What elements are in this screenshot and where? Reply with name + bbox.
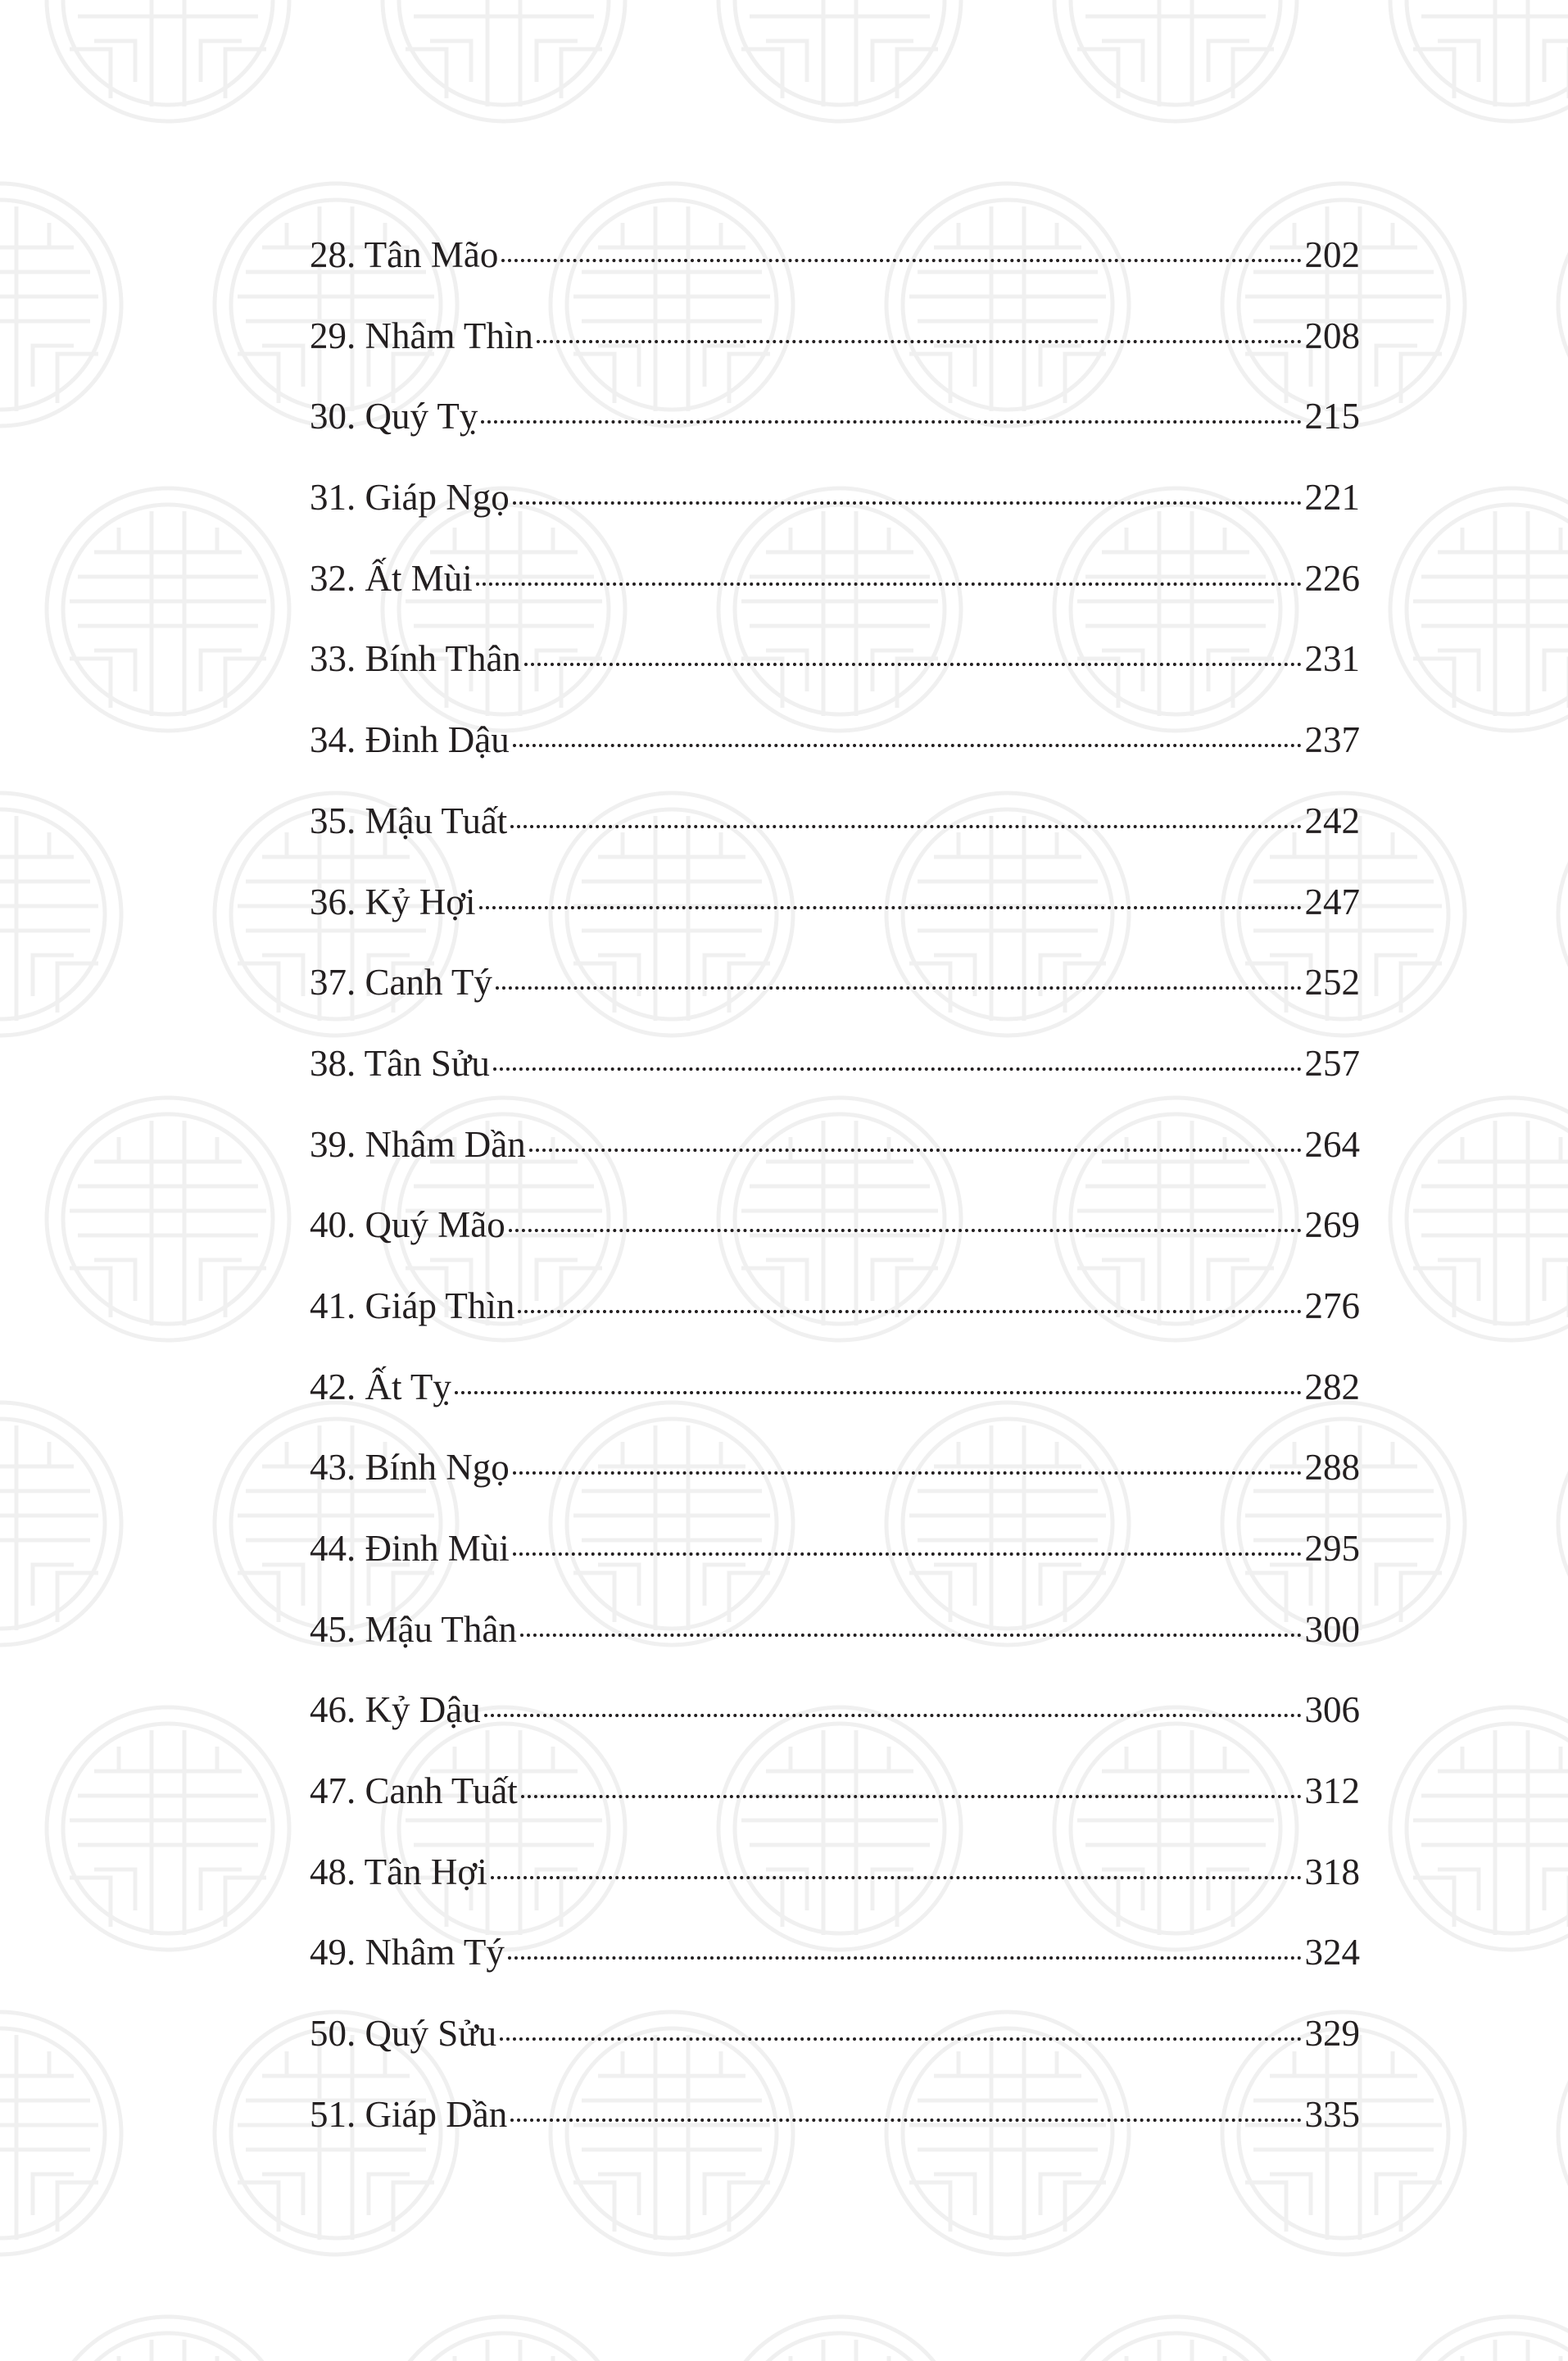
dot-leader [520, 1634, 1302, 1637]
toc-entry[interactable] [310, 700, 1360, 781]
dot-leader [476, 582, 1302, 586]
toc-entry-title: 46. Kỷ Dậu [310, 1689, 481, 1731]
medallion-ornament [1558, 2012, 1568, 2255]
toc-entry-page-number: 295 [1304, 1528, 1360, 1569]
dot-leader [510, 825, 1301, 828]
toc-entry[interactable] [310, 457, 1360, 538]
dot-leader [513, 1552, 1302, 1556]
toc-entry-page-number: 242 [1304, 800, 1360, 841]
toc-entry-page-number: 252 [1304, 962, 1360, 1004]
dot-leader [513, 1471, 1302, 1475]
toc-entry-title: 45. Mậu Thân [310, 1608, 517, 1650]
medallion-ornament [1390, 488, 1568, 731]
toc-entry-page-number: 226 [1304, 557, 1360, 599]
toc-entry-title: 32. Ất Mùi [310, 557, 473, 599]
toc-entry-title: 28. Tân Mão [310, 234, 499, 275]
dot-leader [479, 906, 1302, 909]
toc-entry[interactable] [310, 2074, 1360, 2155]
toc-entry-title: 42. Ất Tỵ [310, 1366, 451, 1407]
toc-entry[interactable] [310, 538, 1360, 619]
medallion-ornament [0, 1403, 121, 1645]
medallion-ornament [47, 0, 289, 121]
toc-entry[interactable] [310, 1508, 1360, 1589]
toc-entry-page-number: 324 [1304, 1932, 1360, 1974]
table-of-contents [310, 215, 1360, 2155]
dot-leader [508, 1956, 1302, 1960]
medallion-ornament [1558, 184, 1568, 426]
toc-entry[interactable] [310, 1993, 1360, 2074]
medallion-ornament [1390, 2317, 1568, 2361]
medallion-ornament [0, 184, 121, 426]
dot-leader [510, 2119, 1301, 2122]
dot-leader [521, 1795, 1302, 1798]
medallion-ornament [47, 1707, 289, 1950]
toc-entry-title: 37. Canh Tý [310, 962, 492, 1004]
toc-entry-title: 33. Bính Thân [310, 638, 521, 680]
toc-entry-page-number: 306 [1304, 1689, 1360, 1731]
toc-entry-page-number: 329 [1304, 2013, 1360, 2055]
toc-entry-title: 44. Đinh Mùi [310, 1528, 510, 1569]
medallion-ornament [47, 488, 289, 731]
medallion-ornament [383, 0, 625, 121]
toc-entry-title: 29. Nhâm Thìn [310, 315, 533, 356]
toc-entry-title: 31. Giáp Ngọ [310, 477, 510, 519]
toc-entry[interactable] [310, 1670, 1360, 1751]
dot-leader [500, 2037, 1301, 2041]
toc-entry[interactable] [310, 296, 1360, 377]
toc-entry-page-number: 288 [1304, 1447, 1360, 1489]
toc-entry-title: 41. Giáp Thìn [310, 1285, 515, 1326]
toc-entry-page-number: 215 [1304, 396, 1360, 437]
medallion-ornament [1054, 2317, 1297, 2361]
toc-entry[interactable] [310, 1023, 1360, 1104]
medallion-ornament [0, 793, 121, 1035]
toc-entry[interactable] [310, 1751, 1360, 1832]
dot-leader [501, 259, 1301, 262]
toc-entry-page-number: 221 [1304, 477, 1360, 519]
toc-entry-page-number: 318 [1304, 1851, 1360, 1892]
toc-entry-title: 49. Nhâm Tý [310, 1932, 505, 1974]
toc-entry-title: 43. Bính Ngọ [310, 1447, 510, 1489]
toc-entry[interactable] [310, 1589, 1360, 1670]
dot-leader [484, 1714, 1302, 1717]
toc-entry-page-number: 237 [1304, 719, 1360, 761]
medallion-ornament [1390, 1707, 1568, 1950]
toc-entry-page-number: 300 [1304, 1608, 1360, 1650]
toc-entry-page-number: 282 [1304, 1366, 1360, 1407]
toc-entry-page-number: 202 [1304, 234, 1360, 275]
dot-leader [524, 663, 1302, 666]
toc-entry-page-number: 276 [1304, 1285, 1360, 1326]
dot-leader [509, 1229, 1302, 1232]
toc-entry[interactable] [310, 781, 1360, 862]
toc-entry-title: 35. Mậu Tuất [310, 800, 508, 841]
medallion-ornament [1558, 1403, 1568, 1645]
toc-entry-title: 36. Kỷ Hợi [310, 881, 476, 922]
toc-entry-title: 40. Quý Mão [310, 1204, 505, 1246]
medallion-ornament [1390, 0, 1568, 121]
toc-entry-title: 39. Nhâm Dần [310, 1123, 526, 1165]
toc-entry[interactable] [310, 1912, 1360, 1993]
toc-entry-page-number: 335 [1304, 2093, 1360, 2135]
medallion-ornament [47, 2317, 289, 2361]
toc-entry-page-number: 312 [1304, 1770, 1360, 1812]
medallion-ornament [47, 1098, 289, 1340]
toc-entry-title: 34. Đinh Dậu [310, 719, 510, 761]
toc-entry-page-number: 257 [1304, 1042, 1360, 1084]
toc-entry[interactable] [310, 1427, 1360, 1508]
dot-leader [496, 986, 1302, 990]
medallion-ornament [1390, 1098, 1568, 1340]
dot-leader [491, 1876, 1302, 1879]
toc-entry-title: 30. Quý Tỵ [310, 396, 478, 437]
toc-entry[interactable] [310, 1104, 1360, 1185]
toc-entry-page-number: 247 [1304, 881, 1360, 922]
dot-leader [513, 744, 1302, 747]
dot-leader [537, 340, 1302, 343]
toc-entry-title: 47. Canh Tuất [310, 1770, 518, 1812]
toc-entry[interactable] [310, 1832, 1360, 1913]
toc-entry-page-number: 269 [1304, 1204, 1360, 1246]
toc-entry-page-number: 231 [1304, 638, 1360, 680]
medallion-ornament [383, 2317, 625, 2361]
toc-entry-title: 48. Tân Hợi [310, 1851, 487, 1892]
medallion-ornament [1054, 0, 1297, 121]
medallion-ornament [718, 2317, 961, 2361]
toc-entry[interactable] [310, 376, 1360, 457]
toc-entry[interactable] [310, 862, 1360, 943]
toc-entry-page-number: 208 [1304, 315, 1360, 356]
toc-entry-title: 38. Tân Sửu [310, 1042, 490, 1084]
toc-entry-page-number: 264 [1304, 1123, 1360, 1165]
dot-leader [493, 1067, 1302, 1071]
dot-leader [518, 1310, 1301, 1313]
dot-leader [513, 501, 1302, 505]
toc-entry[interactable] [310, 1185, 1360, 1266]
dot-leader [481, 420, 1301, 424]
toc-entry[interactable] [310, 942, 1360, 1023]
dot-leader [529, 1149, 1302, 1152]
toc-entry-title: 51. Giáp Dần [310, 2093, 508, 2135]
toc-entry-title: 50. Quý Sửu [310, 2013, 497, 2055]
toc-entry[interactable] [310, 215, 1360, 296]
toc-entry[interactable] [310, 1266, 1360, 1347]
toc-entry[interactable] [310, 1347, 1360, 1428]
toc-entry[interactable] [310, 619, 1360, 700]
medallion-ornament [718, 0, 961, 121]
dot-leader [455, 1391, 1302, 1394]
medallion-ornament [0, 2012, 121, 2255]
medallion-ornament [1558, 793, 1568, 1035]
